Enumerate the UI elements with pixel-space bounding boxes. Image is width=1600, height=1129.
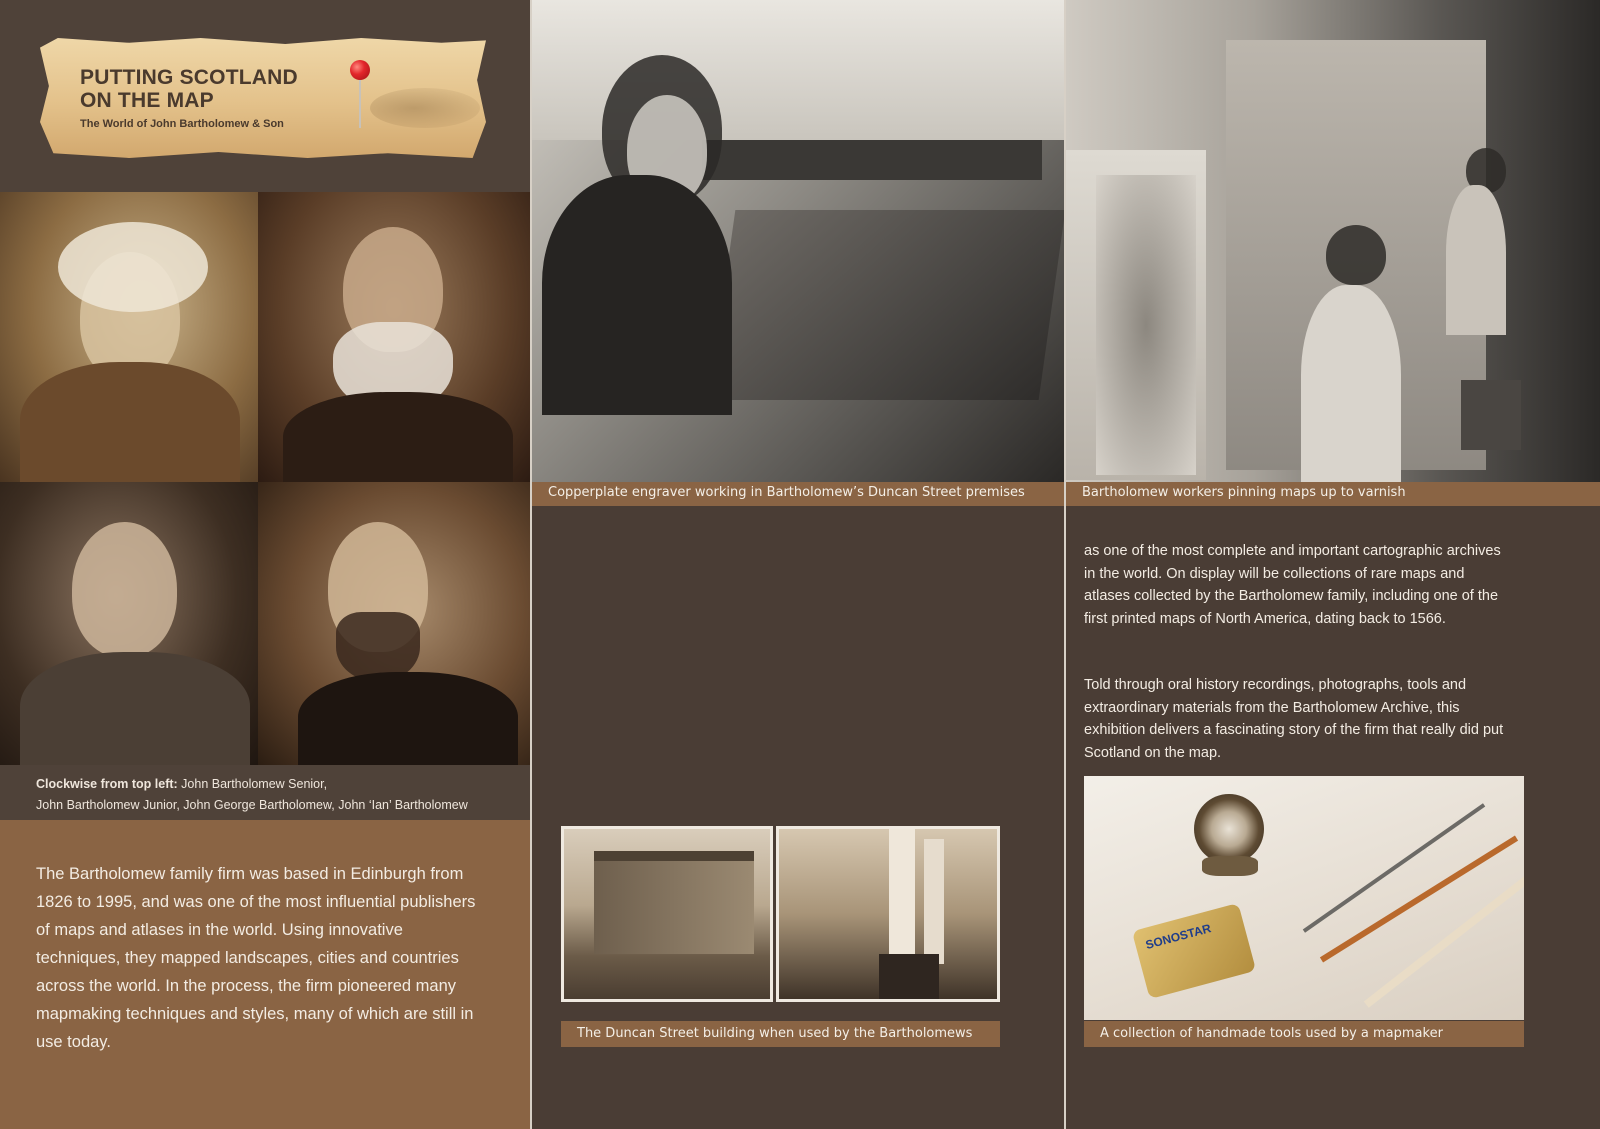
photo-mapmaker-tools (1084, 776, 1524, 1020)
title-heading (80, 66, 360, 112)
title-line-1: PUTTING SCOTLAND (80, 66, 298, 89)
photo-copperplate-engraver (532, 0, 1064, 482)
map-pin-stick (359, 78, 361, 128)
building-caption: The Duncan Street building when used by the Bartholomews (561, 1021, 1000, 1047)
portrait-john-bartholomew-senior (0, 192, 258, 482)
portraits-caption (36, 774, 506, 816)
portraits-caption-lead: Clockwise from top left: (36, 777, 178, 791)
right-paragraph-1: as one of the most complete and important cartographic archives in the world. On display will be collections of rare maps and atlases collected by the Bartholomew family, including one of the first printed maps of North America, dating back to 1566. (1084, 543, 1501, 627)
portrait-john-bartholomew-junior (258, 192, 530, 482)
portraits-caption-first: John Bartholomew Senior, (177, 777, 328, 791)
pen-nib-tin (1132, 903, 1256, 999)
map-shadow-decoration (370, 88, 480, 128)
portrait-john-george-bartholomew (258, 482, 530, 765)
photo-workers-pinning-maps (1066, 0, 1600, 482)
tools-caption: A collection of handmade tools used by a mapmaker (1084, 1021, 1524, 1047)
portrait-john-ian-bartholomew (0, 482, 258, 765)
map-pin-icon (350, 60, 370, 80)
photo-duncan-street-exterior (561, 826, 773, 1002)
title-subtitle: The World of John Bartholomew & Son (80, 118, 284, 130)
workers-caption: Bartholomew workers pinning maps up to varnish (1066, 482, 1600, 506)
title-line-2: ON THE MAP (80, 89, 214, 112)
right-paragraph-2: Told through oral history recordings, photographs, tools and extraordinary materials from the Bartholomew Archive, this exhibition delivers a fascinating story of the firm that really did put Scotland on the map. (1084, 677, 1504, 761)
portraits-caption-second: John Bartholomew Junior, John George Bartholomew, John ‘Ian’ Bartholomew (36, 798, 468, 812)
left-panel (0, 0, 530, 1129)
fold-line-2 (1064, 0, 1066, 1129)
pen-nib-tin-label: SONOSTAR (1144, 921, 1213, 953)
photo-duncan-street-interior (776, 826, 1000, 1002)
right-panel (1066, 0, 1600, 1129)
engraver-caption: Copperplate engraver working in Bartholomew’s Duncan Street premises (532, 482, 1064, 506)
fold-line-1 (530, 0, 532, 1129)
intro-paragraph: The Bartholomew family firm was based in Edinburgh from 1826 to 1995, and was one of the most influential publishers of maps and atlases in the world. Using innovative techniques, they mapped landscapes, cities and countries across the world. In the process, the firm pioneered many mapmaking techniques and styles, many of which are still in use today. (36, 865, 476, 1051)
